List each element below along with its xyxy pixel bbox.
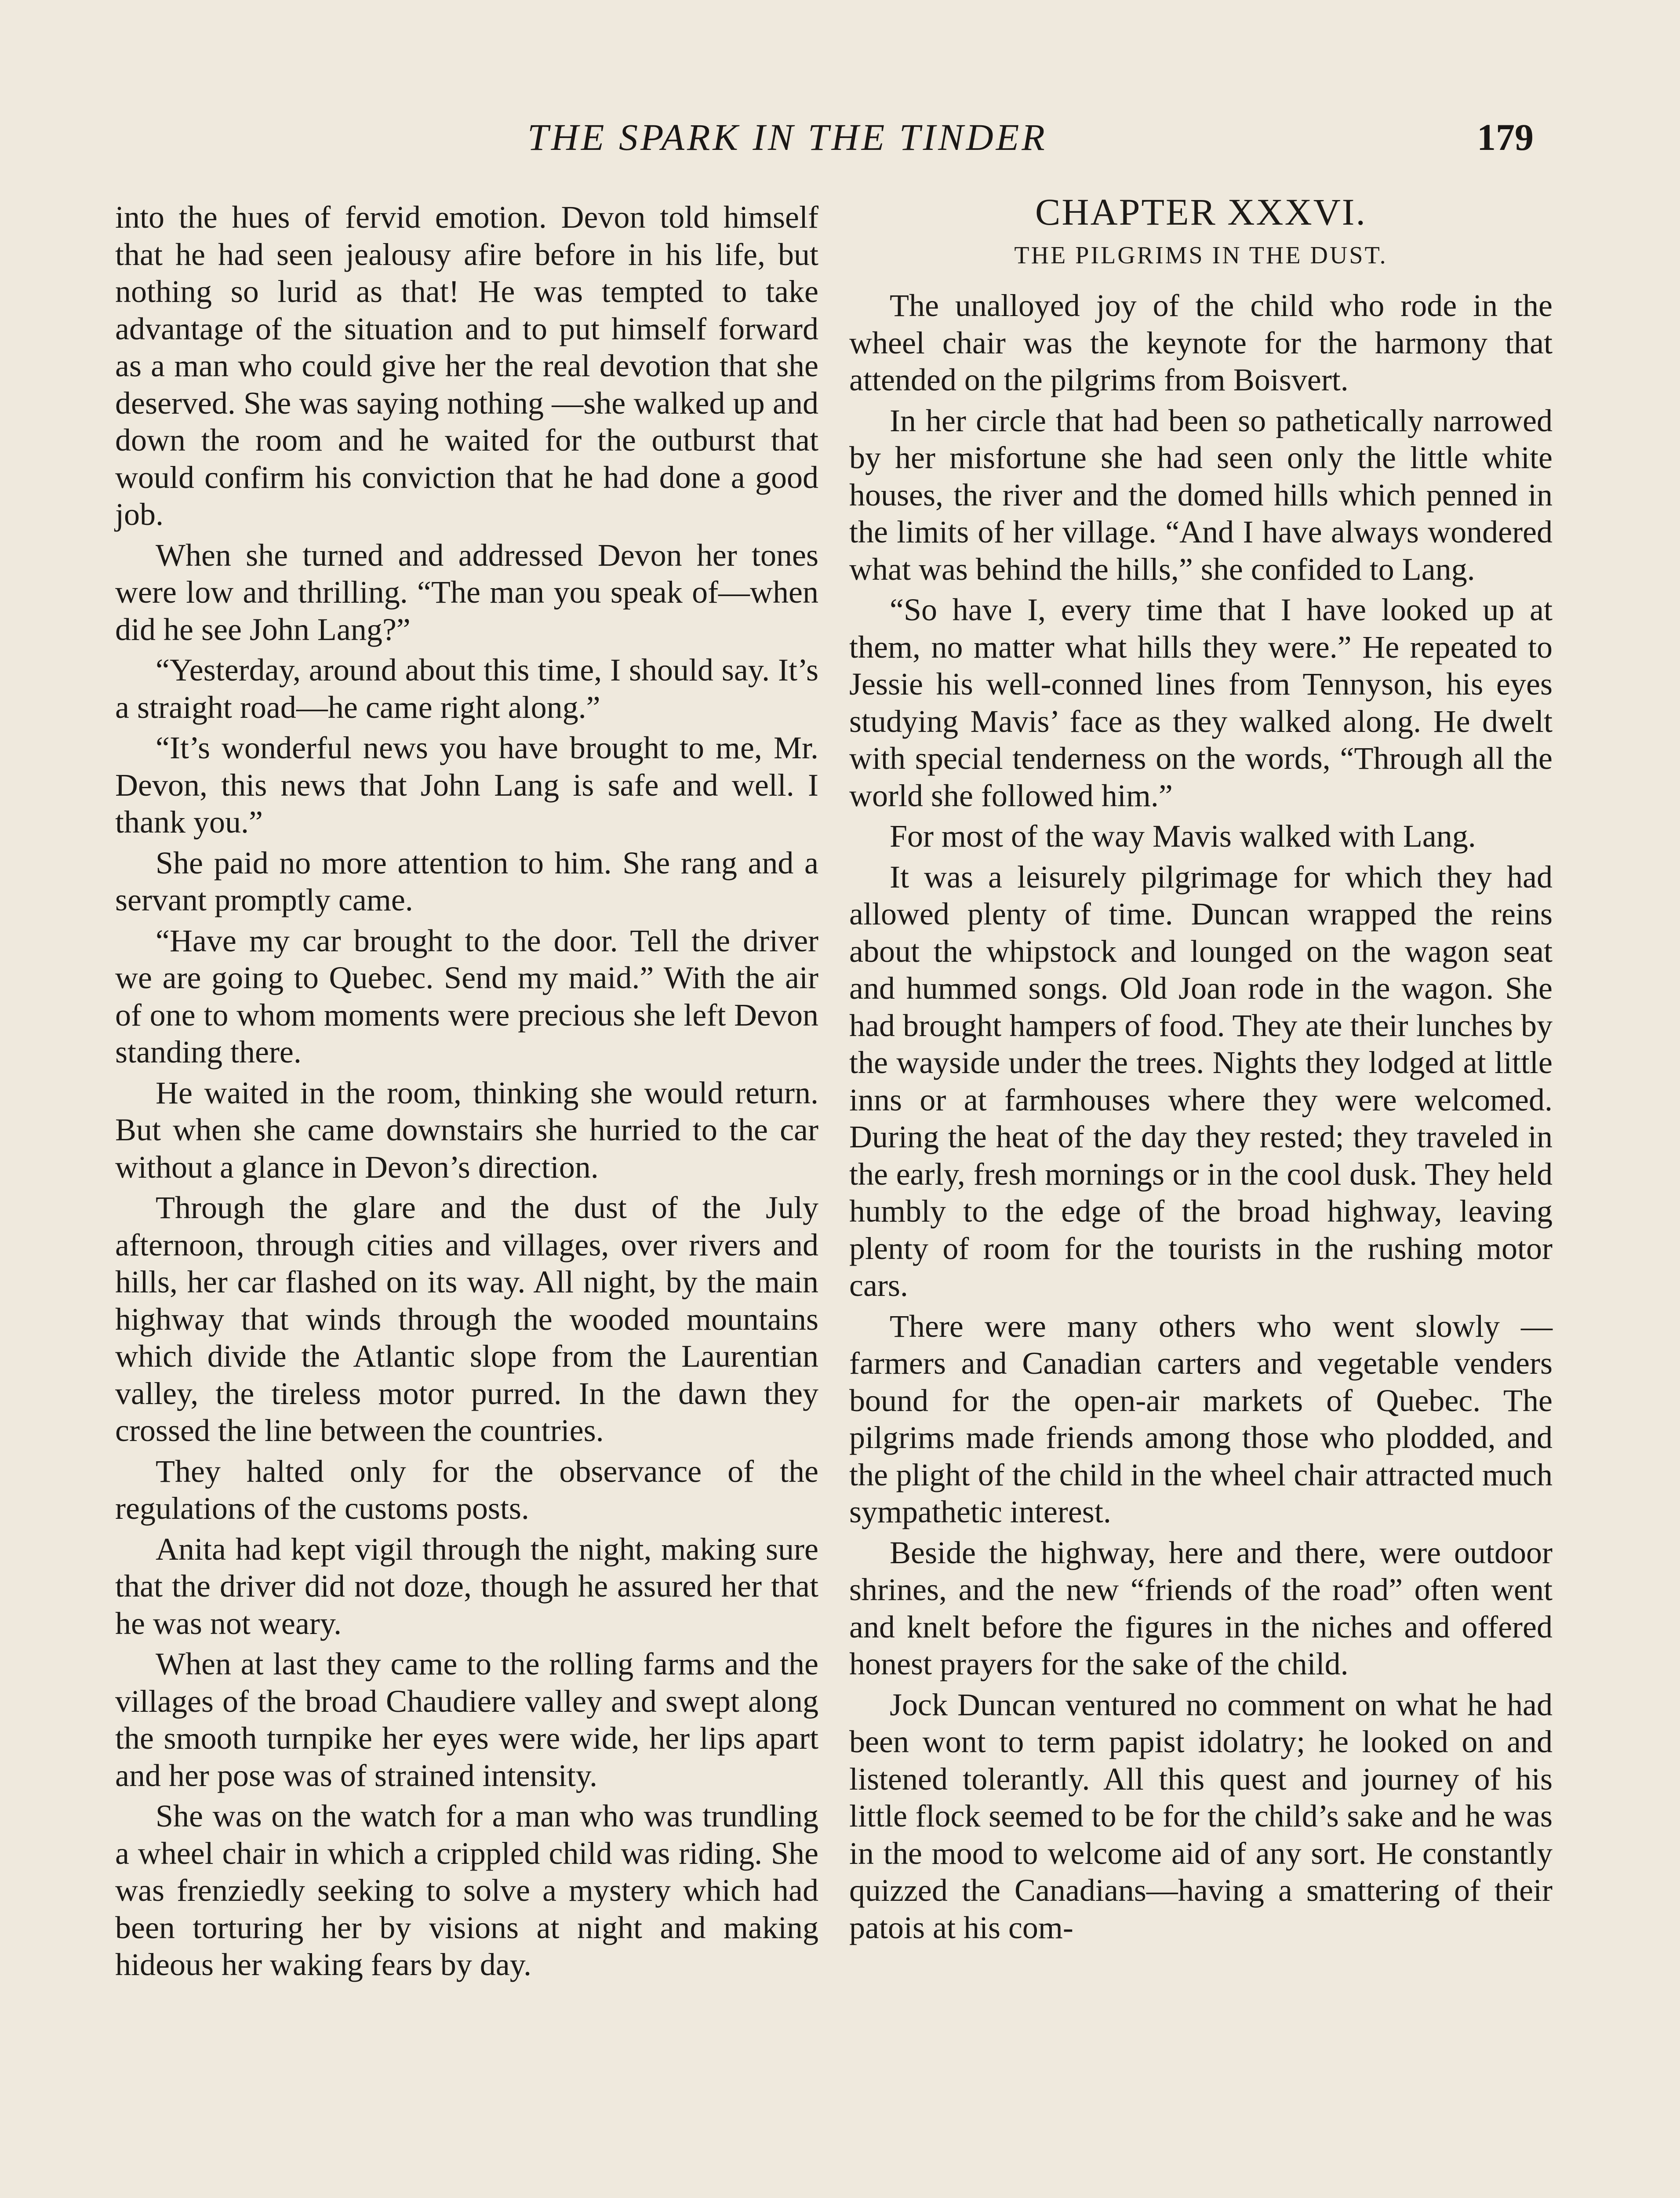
- left-column: [115, 199, 818, 1987]
- paragraph: “It’s wonderful news you have brought to me, Mr. Devon, this news that John Lang is safe and well. I thank you.”: [115, 730, 818, 840]
- paragraph: She was on the watch for a man who was trundling a wheel chair in which a crippled child was riding. She was frenziedly seeking to solve a mystery which had been torturing her by visions at night and making hideous her waking fears by day.: [115, 1798, 818, 1982]
- paragraph: Anita had kept vigil through the night, making sure that the driver did not doze, though he assured her that he was not weary.: [115, 1531, 818, 1641]
- paragraph: When at last they came to the rolling farms and the villages of the broad Chaudiere valley and swept along the smooth turnpike her eyes were wide, her lips apart and her pose was of strained intensity.: [115, 1646, 818, 1793]
- paragraph: She paid no more attention to him. She rang and a servant promptly came.: [115, 845, 818, 917]
- paragraph: When she turned and addressed Devon her tones were low and thrilling. “The man you speak of—when did he see John Lang?”: [115, 537, 818, 647]
- paragraph: They halted only for the observance of the regulations of the customs posts.: [115, 1453, 818, 1526]
- chapter-subtitle: THE PILGRIMS IN THE DUST.: [1014, 241, 1388, 269]
- paragraph: Through the glare and the dust of the July afternoon, through cities and villages, over rivers and hills, her car flashed on its way. All night, by the main highway that winds through the wooded mountains which divide the Atlantic slope from the Laurentian valley, the tireless motor purred. In the dawn they crossed the line between the countries.: [115, 1190, 818, 1448]
- paragraph: “Yesterday, around about this time, I should say. It’s a straight road—he came right along.”: [115, 652, 818, 725]
- paragraph: “So have I, every time that I have looked up at them, no matter what hills they were.” He repeated to Jessie his well-conned lines from Tennyson, his eyes studying Mavis’ face as they walked along. He dwelt with special tenderness on the words, “Through all the world she followed him.”: [849, 592, 1553, 813]
- paragraph: In her circle that had been so pathetically narrowed by her misfortune she had seen only the little white houses, the river and the domed hills which penned in the limits of her village. “And I have always wondered what was behind the hills,” she confided to Lang.: [849, 403, 1553, 587]
- paragraph: He waited in the room, thinking she would return. But when she came downstairs she hurried to the car without a glance in Devon’s direction.: [115, 1075, 818, 1185]
- right-column: [849, 193, 1553, 1950]
- chapter-title: CHAPTER XXXVI.: [1035, 191, 1367, 233]
- paragraph: into the hues of fervid emotion. Devon told himself that he had seen jealousy afire before in his life, but nothing so lurid as that! He was tempted to take advantage of the situation and to put himself forward as a man who could give her the real devotion that she deserved. She was saying nothing —she walked up and down the room and he waited for the outburst that would confirm his conviction that he had done a good job.: [115, 200, 818, 532]
- paragraph: The unalloyed joy of the child who rode in the wheel chair was the keynote for the harmony that attended on the pilgrims from Boisvert.: [849, 288, 1553, 397]
- paragraph: There were many others who went slowly —farmers and Canadian carters and vegetable venders bound for the open-air markets of Quebec. The pilgrims made friends among those who plodded, and the plight of the child in the wheel chair attracted much sympathetic interest.: [849, 1308, 1553, 1529]
- running-head: THE SPARK IN THE TINDER: [527, 116, 1047, 158]
- paragraph: For most of the way Mavis walked with Lang.: [890, 819, 1476, 854]
- paragraph: “Have my car brought to the door. Tell the driver we are going to Quebec. Send my maid.” With the air of one to whom moments were precious she left Devon standing there.: [115, 923, 818, 1070]
- page-number: 179: [1477, 116, 1534, 158]
- paragraph: Beside the highway, here and there, were outdoor shrines, and the new “friends of the road” often went and knelt before the figures in the niches and offered honest prayers for the sake of the child.: [849, 1535, 1553, 1681]
- paragraph: It was a leisurely pilgrimage for which they had allowed plenty of time. Duncan wrapped the reins about the whipstock and lounged on the wagon seat and hummed songs. Old Joan rode in the wagon. She had brought hampers of food. They ate their lunches by the wayside under the trees. Nights they lodged at little inns or at farmhouses where they were welcomed. During the heat of the day they rested; they traveled in the early, fresh mornings or in the cool dusk. They held humbly to the edge of the broad highway, leaving plenty of room for the tourists in the rushing motor cars.: [849, 859, 1553, 1303]
- paragraph: Jock Duncan ventured no comment on what he had been wont to term papist idolatry; he looked on and listened tolerantly. All this quest and journey of his little flock seemed to be for the child’s sake and he was in the mood to welcome aid of any sort. He constantly quizzed the Canadians—having a smattering of their patois at his com-: [849, 1687, 1553, 1945]
